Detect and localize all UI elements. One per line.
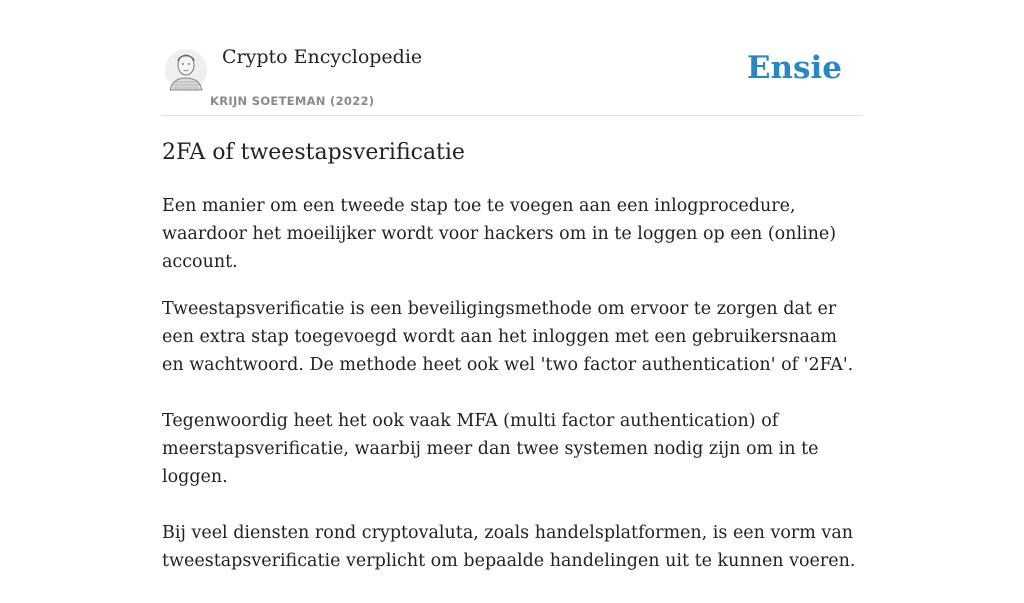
brand-logo[interactable]: Ensie (746, 50, 842, 86)
entry-term: 2FA of tweestapsverificatie (162, 140, 465, 165)
entry-header (162, 38, 862, 116)
entry-summary: Een manier om een tweede stap toe te voegen aan een inlogprocedure, waardoor het moeilijker wordt voor hackers om in te loggen op een (online) account. (162, 196, 837, 272)
body-paragraph-1: Tweestapsverificatie is een beveiligingsmethode om ervoor te zorgen dat er een extra stap toegevoegd wordt aan het inloggen met een gebruikersnaam en wachtwoord. De methode heet ook wel 'two factor authentication' of '2FA'. (162, 299, 854, 375)
author-portrait-icon (164, 48, 208, 92)
source-title[interactable]: Crypto Encyclopedie (222, 46, 423, 68)
body-paragraph-2: Tegenwoordig heet het ook vaak MFA (multi factor authentication) of meerstapsverificatie, waarbij meer dan twee systemen nodig zijn om in te loggen. (162, 411, 819, 487)
entry-body (162, 295, 862, 575)
entry-content (162, 192, 862, 603)
author-credit: KRIJN SOETEMAN (2022) (210, 94, 375, 108)
body-paragraph-3: Bij veel diensten rond cryptovaluta, zoals handelsplatformen, is een vorm van tweestapsverificatie verplicht om bepaalde handelingen uit te kunnen voeren. (162, 523, 856, 571)
